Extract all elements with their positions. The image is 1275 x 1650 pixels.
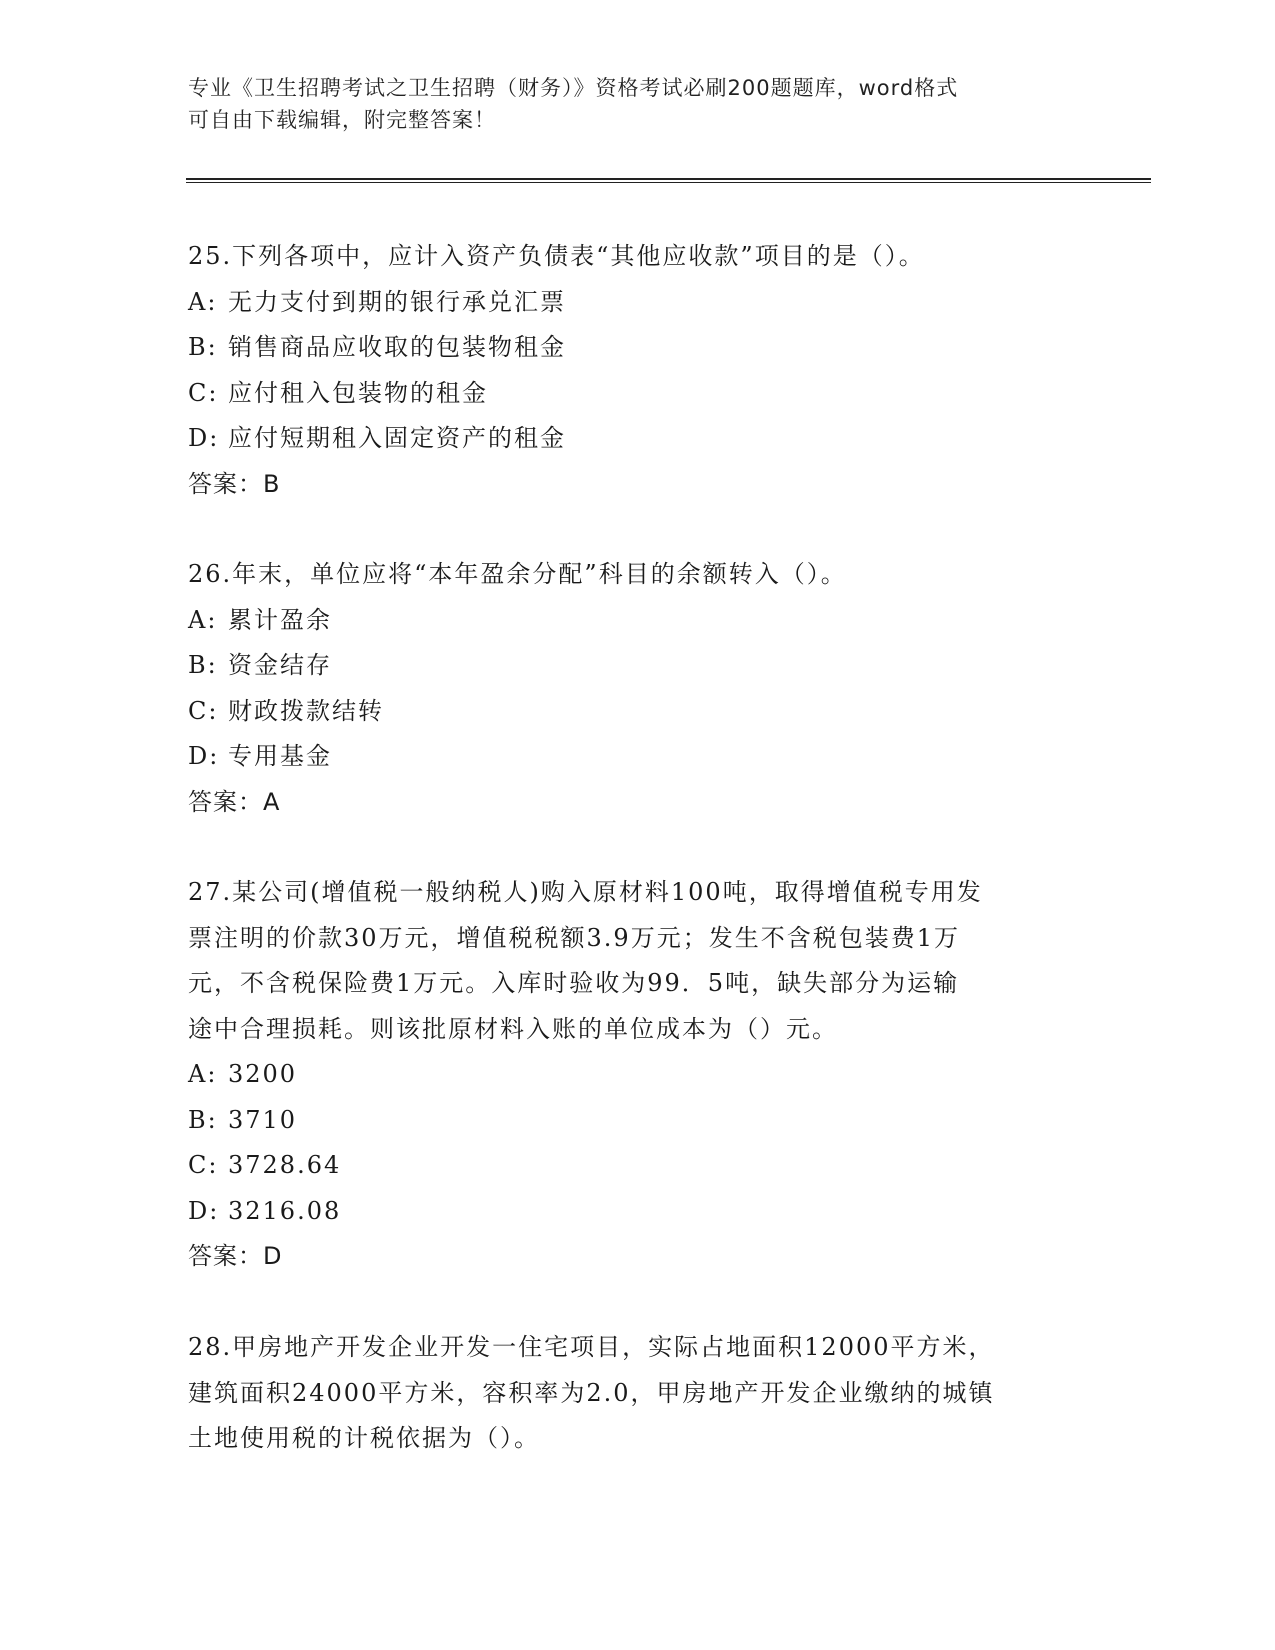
option-text: 3728.64 bbox=[228, 1151, 342, 1179]
option-c bbox=[188, 371, 1088, 417]
option-text: 应付短期租入固定资产的租金 bbox=[228, 424, 566, 452]
question-25 bbox=[188, 234, 1088, 507]
option-text: 累计盈余 bbox=[228, 605, 332, 634]
stem-line: 建筑面积24000平方米，容积率为2.0，甲房地产开发企业缴纳的城镇 bbox=[188, 1378, 995, 1407]
question-28 bbox=[188, 1325, 1088, 1462]
option-text: 专用基金 bbox=[228, 742, 332, 770]
option-label: D: bbox=[188, 742, 220, 770]
question-stem bbox=[188, 234, 1088, 280]
stem-line: 元，不含税保险费1万元。入库时验收为99．5吨，缺失部分为运输 bbox=[188, 969, 960, 997]
header-line-2: 可自由下载编辑，附完整答案！ bbox=[188, 108, 496, 132]
option-b bbox=[188, 643, 1088, 689]
document-header bbox=[188, 72, 1088, 136]
stem-line: 途中合理损耗。则该批原材料入账的单位成本为（）元。 bbox=[188, 1014, 838, 1043]
stem-line: 26.年末，单位应将“本年盈余分配”科目的余额转入（）。 bbox=[188, 560, 847, 588]
header-divider-thick bbox=[186, 178, 1151, 180]
option-b bbox=[188, 1098, 1088, 1144]
answer-line: 答案：A bbox=[188, 787, 281, 816]
stem-line: 27.某公司(增值税一般纳税人)购入原材料100吨，取得增值税专用发 bbox=[188, 878, 983, 906]
question-26 bbox=[188, 552, 1088, 825]
option-text: 应付租入包装物的租金 bbox=[228, 378, 488, 407]
question-stem bbox=[188, 1325, 1088, 1462]
option-text: 3710 bbox=[228, 1105, 298, 1134]
option-a bbox=[188, 598, 1088, 644]
option-text: 资金结存 bbox=[228, 651, 332, 679]
stem-line: 票注明的价款30万元，增值税税额3.9万元；发生不含税包装费1万 bbox=[188, 923, 960, 952]
option-text: 3200 bbox=[228, 1060, 298, 1088]
option-label: B: bbox=[188, 1105, 218, 1134]
stem-line: 28.甲房地产开发企业开发一住宅项目，实际占地面积12000平方米， bbox=[188, 1333, 995, 1361]
answer-line: 答案：D bbox=[188, 1242, 283, 1270]
question-stem bbox=[188, 552, 1088, 598]
option-label: C: bbox=[188, 696, 219, 725]
option-label: A: bbox=[188, 605, 218, 634]
answer-line: 答案：B bbox=[188, 469, 281, 498]
option-label: B: bbox=[188, 651, 218, 679]
option-c bbox=[188, 689, 1088, 735]
option-a bbox=[188, 1052, 1088, 1098]
option-label: D: bbox=[188, 424, 220, 452]
option-d bbox=[188, 416, 1088, 462]
question-stem bbox=[188, 870, 1088, 1052]
option-label: C: bbox=[188, 1151, 219, 1179]
option-label: D: bbox=[188, 1196, 220, 1225]
option-label: A: bbox=[188, 1060, 218, 1088]
option-text: 无力支付到期的银行承兑汇票 bbox=[228, 287, 566, 316]
option-label: A: bbox=[188, 287, 218, 316]
option-text: 销售商品应收取的包装物租金 bbox=[228, 333, 566, 361]
stem-line: 土地使用税的计税依据为（）。 bbox=[188, 1424, 540, 1452]
option-b bbox=[188, 325, 1088, 371]
option-d bbox=[188, 1189, 1088, 1235]
option-c bbox=[188, 1143, 1088, 1189]
option-label: B: bbox=[188, 333, 218, 361]
option-text: 财政拨款结转 bbox=[228, 696, 384, 725]
stem-line: 25.下列各项中，应计入资产负债表“其他应收款”项目的是（）。 bbox=[188, 242, 925, 270]
header-divider-thin bbox=[186, 182, 1151, 183]
option-a bbox=[188, 280, 1088, 326]
option-d bbox=[188, 734, 1088, 780]
option-label: C: bbox=[188, 378, 219, 407]
question-27 bbox=[188, 870, 1088, 1280]
option-text: 3216.08 bbox=[228, 1196, 342, 1225]
header-line-1: 专业《卫生招聘考试之卫生招聘（财务）》资格考试必刷200题题库，word格式 bbox=[188, 76, 959, 100]
